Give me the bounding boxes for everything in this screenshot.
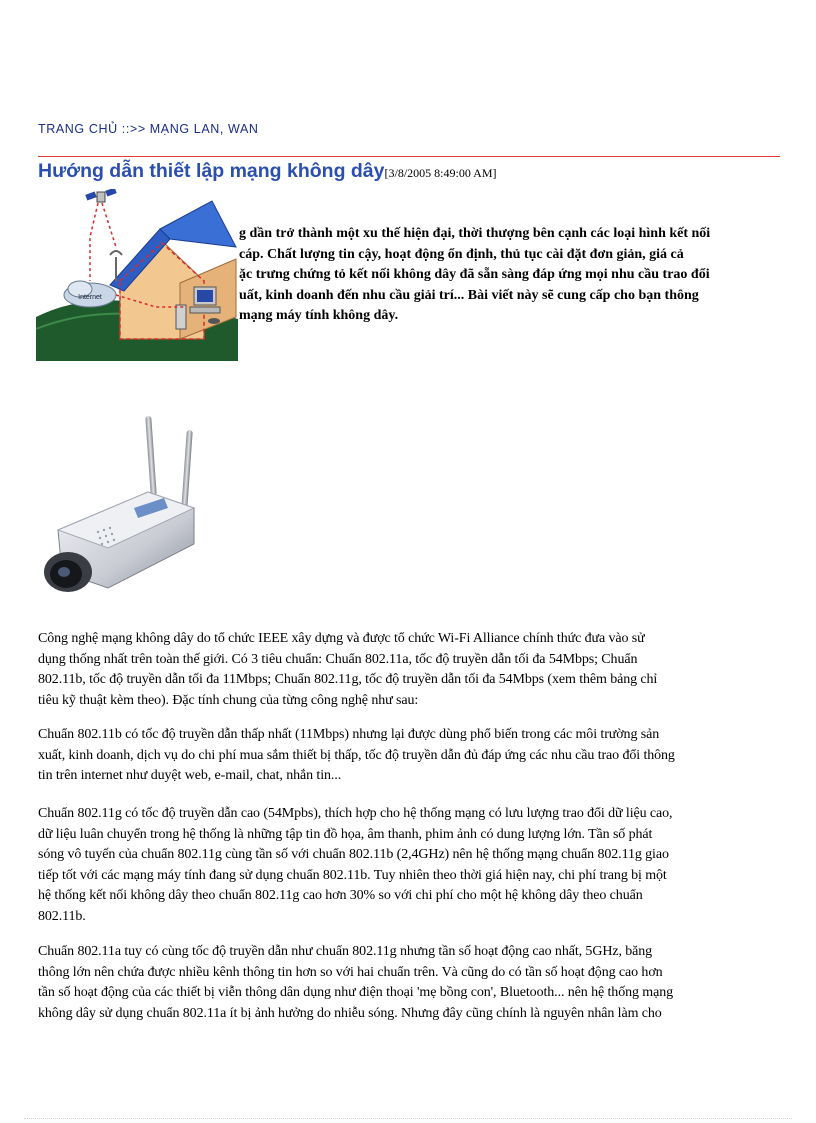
paragraph-line: Chuẩn 802.11a tuy có cùng tốc độ truyền dẫn như chuẩn 802.11g nhưng tần số hoạt động cao nhất, 5GHz, băng xyxy=(38,944,653,959)
paragraph-line: không dây sử dụng chuẩn 802.11a ít bị ảnh hưởng do nhiễu sóng. Nhưng đây cũng chính là nguyên nhân làm cho xyxy=(38,1005,662,1021)
intro-line: ặc trưng chứng tỏ kết nối không dây đã sẵn sàng đáp ứng mọi nhu cầu trao đổi xyxy=(239,267,710,282)
body-paragraph-2 xyxy=(38,725,780,787)
body-paragraph-4 xyxy=(38,942,780,1024)
paragraph-line: tin trên internet như duyệt web, e-mail, chat, nhắn tin... xyxy=(38,768,342,783)
paragraph-line: Chuẩn 802.11g có tốc độ truyền dẫn cao (54Mpbs), thích hợp cho hệ thống mạng có lưu lượng trao đổi dữ liệu cao, xyxy=(38,806,673,821)
body-paragraph-3 xyxy=(38,804,780,927)
paragraph-line: tần số hoạt động của các thiết bị viễn thông dân dụng như điện thoại 'mẹ bồng con', Bluetooth... nên hệ thống mạng xyxy=(38,985,673,1000)
paragraph-line: Chuẩn 802.11b có tốc độ truyền dẫn thấp nhất (11Mbps) nhưng lại được dùng phổ biến trong các môi trường sản xyxy=(38,727,660,742)
intro-line: g dần trở thành một xu thế hiện đại, thời thượng bên cạnh các loại hình kết nối xyxy=(239,226,711,241)
paragraph-line: xuất, kinh doanh, dịch vụ do chi phí mua sắm thiết bị thấp, tốc độ truyền dẫn đủ đáp ứng các nhu cầu trao đổi thông xyxy=(38,747,675,763)
article-title-text: Hướng dẫn thiết lập mạng không dây xyxy=(38,160,385,182)
paragraph-line: hệ thống kết nối không dây theo chuẩn 802.11g cao hơn 30% so với chi phí cho một hệ không dây theo chuẩn xyxy=(38,888,643,903)
paragraph-line: tiếp tốt với các mạng máy tính đang sử dụng chuẩn 802.11b. Tuy nhiên theo thời giá hiện nay, chi phí trang bị một xyxy=(38,867,667,883)
wireless-camera-image xyxy=(38,412,198,610)
intro-line: mạng máy tính không dây. xyxy=(239,308,399,323)
article-title xyxy=(38,160,497,183)
wireless-house-illustration xyxy=(36,189,238,361)
paragraph-line: Công nghệ mạng không dây do tổ chức IEEE xây dựng và được tổ chức Wi-Fi Alliance chính thức đưa vào sử xyxy=(38,631,645,646)
intro-line: cáp. Chất lượng tin cậy, hoạt động ổn định, thủ tục cài đặt đơn giản, giá cả xyxy=(239,246,684,262)
paragraph-line: 802.11b. xyxy=(38,908,86,924)
paragraph-line: sóng vô tuyến của chuẩn 802.11g cùng tần số với chuẩn 802.11b (2,4GHz) nên hệ thống mạng chuẩn 802.11g giao xyxy=(38,847,669,862)
title-divider xyxy=(38,156,780,157)
body-paragraph-1 xyxy=(38,629,780,711)
paragraph-line: thông lớn nên chứa được nhiều kênh thông tin hơn so với hai chuẩn trên. Và cũng do có tần số hoạt động cao hơn xyxy=(38,964,663,980)
paragraph-line: dữ liệu luân chuyển trong hệ thống là những tập tin đồ họa, âm thanh, phim ảnh có dung lượng lớn. Tần số phát xyxy=(38,826,653,842)
page-bottom-border xyxy=(24,1118,792,1119)
paragraph-line: tiêu kỹ thuật kèm theo). Đặc tính chung của từng công nghệ như sau: xyxy=(38,692,419,708)
paragraph-line: 802.11b, tốc độ truyền dẫn tối đa 11Mbps; Chuẩn 802.11g, tốc độ truyền dẫn tối đa 54Mbps (xem thêm bảng chỉ xyxy=(38,672,658,687)
intro-text xyxy=(239,224,779,327)
internet-label: Internet xyxy=(78,294,102,301)
intro-line: uất, kinh doanh đến nhu cầu giải trí... Bài viết này sẽ cung cấp cho bạn thông xyxy=(239,287,699,303)
breadcrumb[interactable]: TRANG CHỦ ::>> MẠNG LAN, WAN xyxy=(38,122,259,136)
paragraph-line: dụng thống nhất trên toàn thế giới. Có 3 tiêu chuẩn: Chuẩn 802.11a, tốc độ truyền dẫn tối đa 54Mbps; Chuẩn xyxy=(38,651,638,667)
article-date: [3/8/2005 8:49:00 AM] xyxy=(384,166,497,180)
